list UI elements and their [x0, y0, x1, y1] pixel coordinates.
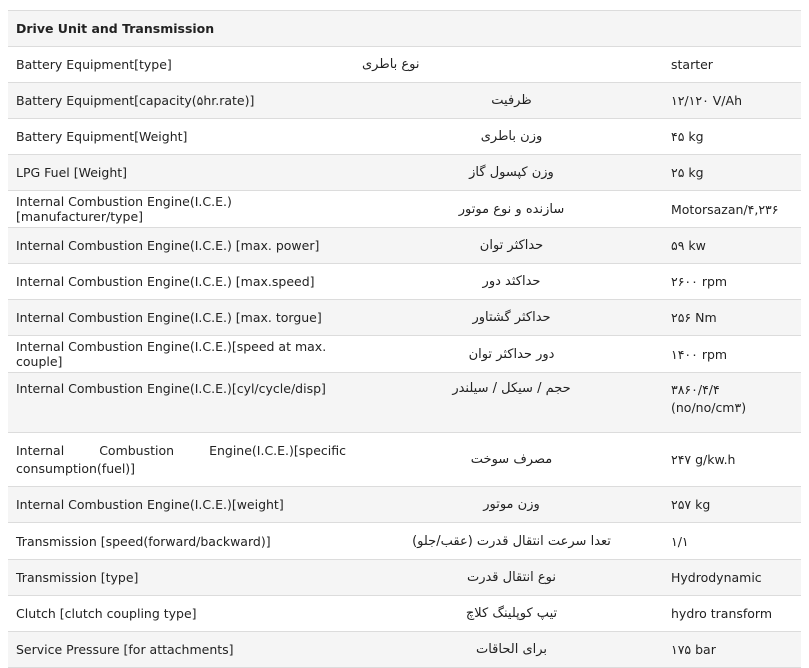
table-header-row	[8, 11, 801, 47]
row-label-fa: وزن کپسول گاز	[354, 155, 669, 191]
table-row	[8, 191, 801, 228]
row-label-en: Internal Combustion Engine(I.C.E.) [max. torgue]	[8, 300, 354, 336]
row-value: ۲۶۰۰ rpm	[669, 264, 801, 300]
spec-table	[8, 10, 801, 668]
row-value: ۲۵ kg	[669, 155, 801, 191]
row-label-fa: ظرفیت	[354, 83, 669, 119]
row-value: ۲۴۷ g/kw.h	[669, 433, 801, 487]
table-row	[8, 264, 801, 300]
row-label-fa: حداکثر توان	[354, 228, 669, 264]
row-label-en: Internal Combustion Engine(I.C.E.)[speed at max. couple]	[8, 336, 354, 373]
row-value: starter	[669, 47, 801, 83]
row-label-fa: مصرف سوخت	[354, 433, 669, 487]
row-label-fa: تعدا سرعت انتقال قدرت (عقب/جلو)	[354, 523, 669, 560]
row-value: ۱/۱	[669, 523, 801, 560]
table-row	[8, 300, 801, 336]
spec-table-container	[8, 10, 801, 668]
row-value: ۵۹ kw	[669, 228, 801, 264]
table-row	[8, 119, 801, 155]
row-value: ۲۵۶ Nm	[669, 300, 801, 336]
table-row	[8, 596, 801, 632]
row-label-en: LPG Fuel [Weight]	[8, 155, 354, 191]
row-value: ۱۲/۱۲۰ V/Ah	[669, 83, 801, 119]
row-label-en: Internal Combustion Engine(I.C.E.) [max. power]	[8, 228, 354, 264]
table-row	[8, 155, 801, 191]
row-value: ۱۷۵ bar	[669, 632, 801, 668]
row-label-en: Service Pressure [for attachments]	[8, 632, 354, 668]
table-title: Drive Unit and Transmission	[8, 11, 801, 47]
table-row	[8, 336, 801, 373]
row-label-fa: نوع انتقال قدرت	[354, 560, 669, 596]
table-row	[8, 373, 801, 433]
row-label-fa: حداکثد دور	[354, 264, 669, 300]
row-value: ۴۵ kg	[669, 119, 801, 155]
row-value: ۲۵۷ kg	[669, 487, 801, 523]
row-label-fa: وزن موتور	[354, 487, 669, 523]
row-label-fa: تیپ کوپلینگ کلاچ	[354, 596, 669, 632]
row-value: Motorsazan/۴,۲۳۶	[669, 191, 801, 228]
row-value: ۱۴۰۰ rpm	[669, 336, 801, 373]
row-value: Hydrodynamic	[669, 560, 801, 596]
row-label-en: Transmission [type]	[8, 560, 354, 596]
row-label-en: Internal Combustion Engine(I.C.E.)[specific consumption(fuel)]	[8, 433, 354, 487]
row-label-fa: وزن باطری	[354, 119, 669, 155]
row-label-fa: نوع باطری	[354, 47, 669, 83]
table-row	[8, 47, 801, 83]
table-row	[8, 433, 801, 487]
table-row	[8, 523, 801, 560]
table-row	[8, 83, 801, 119]
row-label-fa: دور حداکثر توان	[354, 336, 669, 373]
row-label-fa: حداکثر گشتاور	[354, 300, 669, 336]
row-label-en: Battery Equipment[capacity(۵hr.rate)]	[8, 83, 354, 119]
row-label-en: Internal Combustion Engine(I.C.E.)[manufacturer/type]	[8, 191, 354, 228]
row-label-en: Internal Combustion Engine(I.C.E.)[cyl/cycle/disp]	[8, 373, 354, 433]
row-label-fa: حجم / سیکل / سیلندر	[354, 373, 669, 433]
row-label-en: Internal Combustion Engine(I.C.E.)[weight]	[8, 487, 354, 523]
row-value	[669, 373, 801, 433]
row-value: hydro transform	[669, 596, 801, 632]
table-row	[8, 632, 801, 668]
table-row	[8, 560, 801, 596]
table-row	[8, 487, 801, 523]
table-row	[8, 228, 801, 264]
row-label-en: Battery Equipment[Weight]	[8, 119, 354, 155]
row-value-line2: (no/no/cm۳)	[671, 400, 747, 415]
row-label-fa: سازنده و نوع موتور	[354, 191, 669, 228]
row-label-en: Clutch [clutch coupling type]	[8, 596, 354, 632]
row-label-en: Transmission [speed(forward/backward)]	[8, 523, 354, 560]
row-label-fa: برای الحاقات	[354, 632, 669, 668]
row-value-line1: ۳۸۶۰/۴/۴	[671, 382, 720, 397]
row-label-en: Battery Equipment[type]	[8, 47, 354, 83]
row-label-en: Internal Combustion Engine(I.C.E.) [max.speed]	[8, 264, 354, 300]
